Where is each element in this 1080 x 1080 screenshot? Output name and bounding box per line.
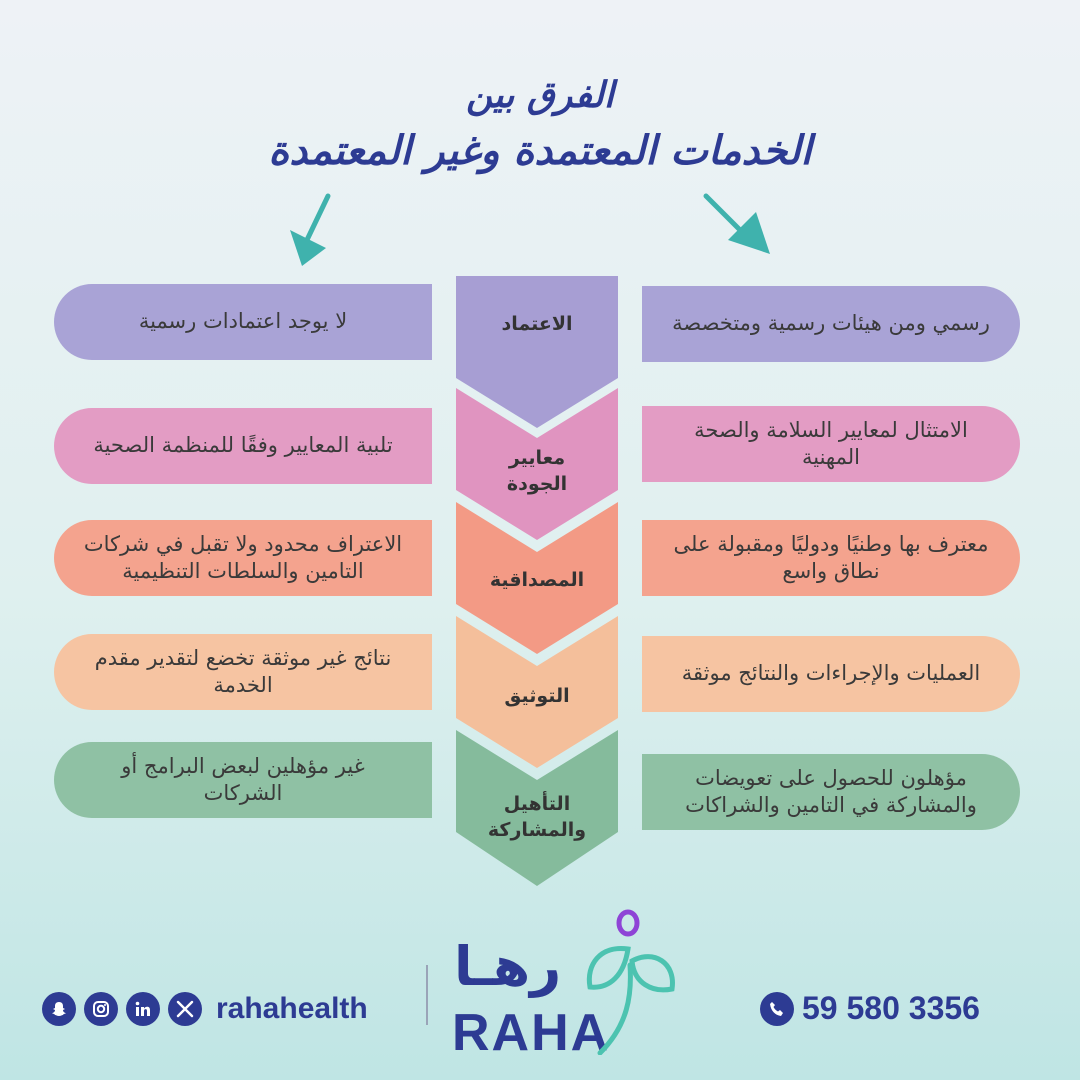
instagram-icon[interactable] <box>84 992 118 1026</box>
approved-item-accreditation: رسمي ومن هيئات رسمية ومتخصصة <box>642 286 1020 362</box>
unapproved-item-credibility: الاعتراف محدود ولا تقبل في شركات التامين والسلطات التنظيمية <box>54 520 432 596</box>
chevron-label-documentation: التوثيق <box>504 685 570 707</box>
unapproved-item-qualification: غير مؤهلين لبعض البرامج أو الشركات <box>54 742 432 818</box>
phone-number[interactable]: 59 580 3356 <box>802 990 980 1026</box>
x-icon[interactable] <box>168 992 202 1026</box>
unapproved-item-quality: تلبية المعايير وفقًا للمنظمة الصحية <box>54 408 432 484</box>
title-line-2: الخدمات المعتمدة وغير المعتمدة <box>268 128 812 174</box>
unapproved-item-documentation: نتائج غير موثقة تخضع لتقدير مقدم الخدمة <box>54 634 432 710</box>
logo-divider <box>426 965 428 1025</box>
leaf-icon <box>580 905 680 1055</box>
chevron-label-accreditation: الاعتماد <box>501 313 573 335</box>
raha-logo <box>440 905 680 1065</box>
social-handle[interactable]: rahahealth <box>216 992 368 1025</box>
arrow-right-icon <box>700 190 780 270</box>
linkedin-icon[interactable] <box>126 992 160 1026</box>
logo-english-text: RAHA <box>452 1004 611 1062</box>
logo-arabic-text: رهـا <box>454 935 562 998</box>
chevron-label-credibility: المصداقية <box>489 569 585 591</box>
arrow-left-icon <box>280 190 340 270</box>
phone-contact[interactable] <box>760 990 980 1027</box>
unapproved-item-accreditation: لا يوجد اعتمادات رسمية <box>54 284 432 360</box>
snapchat-icon[interactable] <box>42 992 76 1026</box>
phone-icon <box>760 992 794 1026</box>
chevron-label-qualification: التأهيل والمشاركة <box>487 793 587 841</box>
approved-item-documentation: العمليات والإجراءات والنتائج موثقة <box>642 636 1020 712</box>
chevron-qualification <box>456 730 618 886</box>
title-line-1: الفرق بين <box>466 75 614 116</box>
social-bar <box>42 992 368 1026</box>
chevron-label-quality: معايير الجودة <box>506 447 568 495</box>
approved-item-qualification: مؤهلون للحصول على تعويضات والمشاركة في التامين والشراكات <box>642 754 1020 830</box>
approved-item-credibility: معترف بها وطنيًا ودوليًا ومقبولة على نطاق واسع <box>642 520 1020 596</box>
approved-item-quality: الامتثال لمعايير السلامة والصحة المهنية <box>642 406 1020 482</box>
